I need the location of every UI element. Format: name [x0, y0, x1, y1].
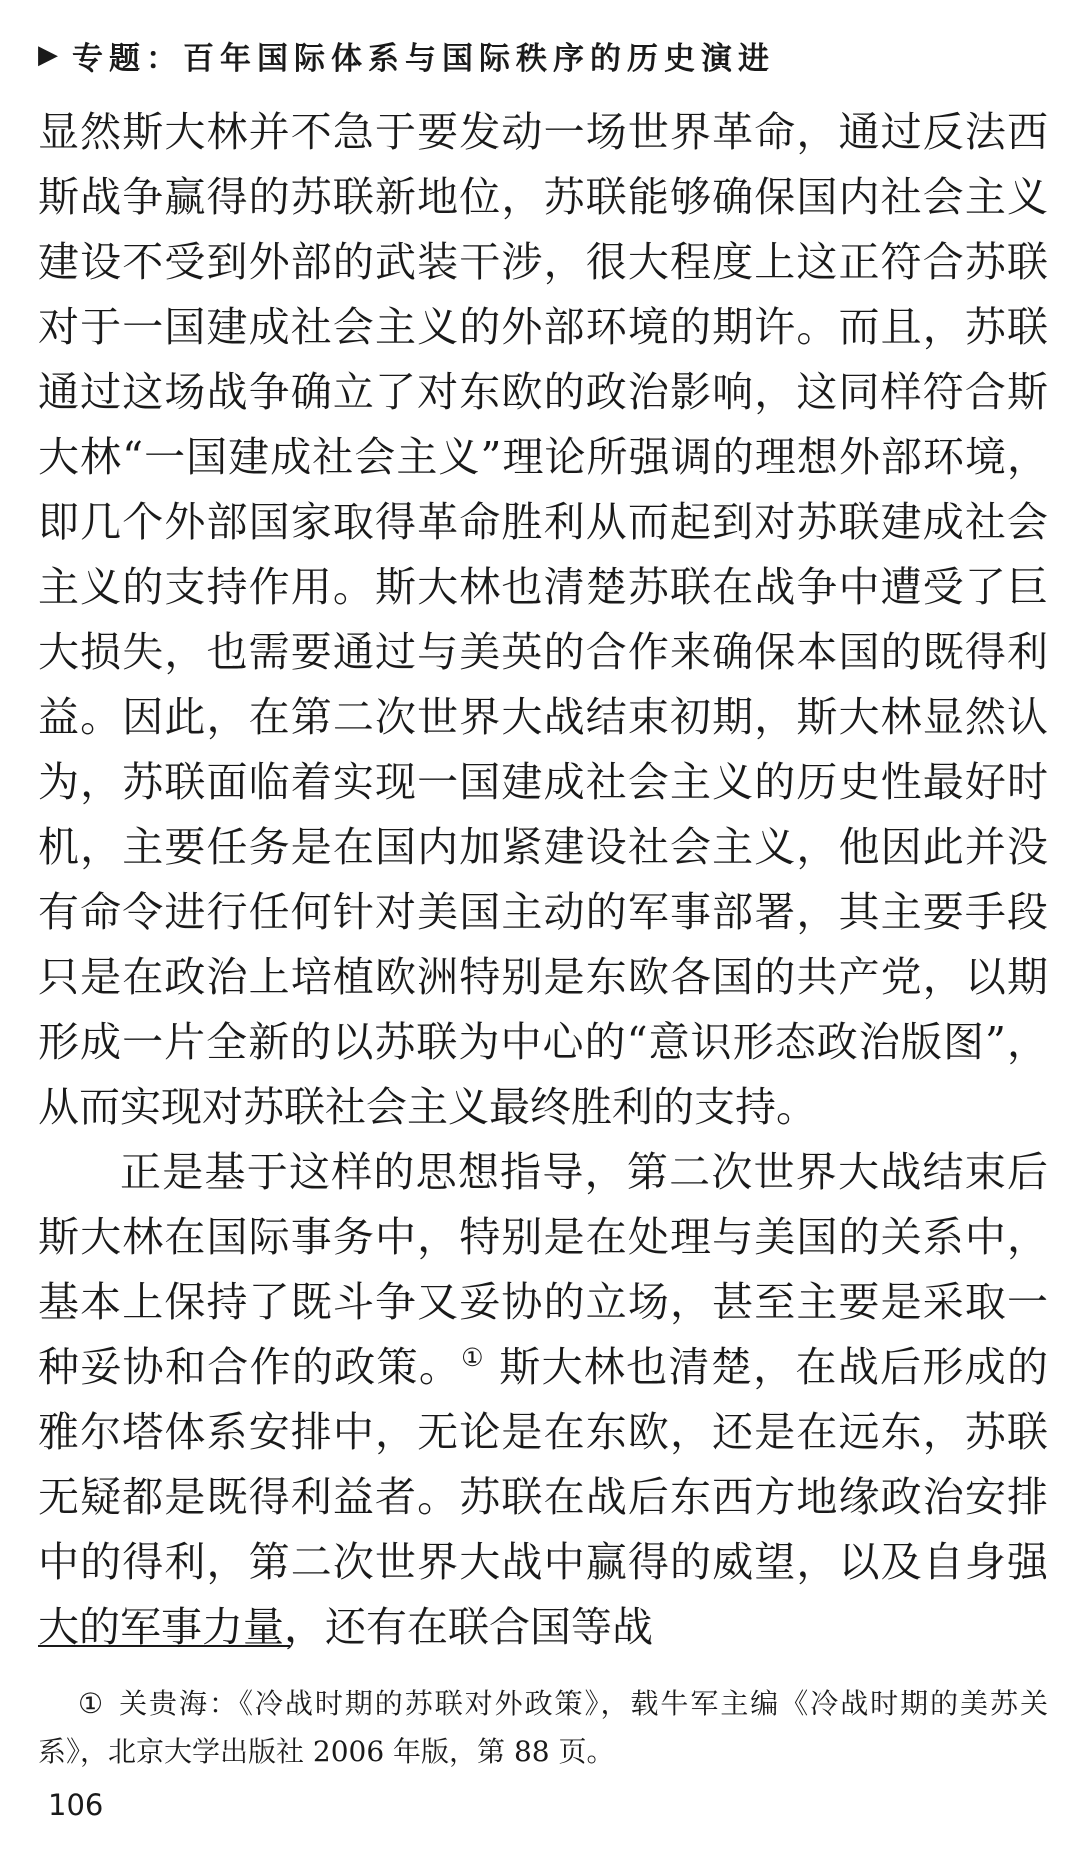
triangle-arrow-icon: ▶: [38, 40, 58, 70]
page-number: 106: [48, 1788, 104, 1822]
running-header-title: 专题：百年国际体系与国际秩序的历史演进: [72, 40, 775, 77]
footnote-reference[interactable]: ①: [461, 1343, 485, 1372]
paragraph-2-text-b: 斯大林也清楚，在战后形成的雅尔塔体系安排中，无论是在东欧，还是在远东，苏联无疑都是既得利益者。苏联在战后东西方地缘政治安排中的得利，第二次世界大战中赢得的威望，以及自身强大的军事力量，还有在联合国等战: [38, 1343, 1048, 1651]
paragraph-2: [38, 1140, 1048, 1660]
footnote: [38, 1680, 1048, 1776]
footnote-divider: [38, 1645, 290, 1647]
paragraph-2-text-a: 正是基于这样的思想指导，第二次世界大战结束后斯大林在国际事务中，特别是在处理与美国的关系中，基本上保持了既斗争又妥协的立场，甚至主要是采取一种妥协和合作的政策。: [38, 1148, 1048, 1391]
paragraph-1: 显然斯大林并不急于要发动一场世界革命，通过反法西斯战争赢得的苏联新地位，苏联能够确保国内社会主义建设不受到外部的武装干涉，很大程度上这正符合苏联对于一国建成社会主义的外部环境的期许。而且，苏联通过这场战争确立了对东欧的政治影响，这同样符合斯大林“一国建成社会主义”理论所强调的理想外部环境，即几个外部国家取得革命胜利从而起到对苏联建成社会主义的支持作用。斯大林也清楚苏联在战争中遭受了巨大损失，也需要通过与美英的合作来确保本国的既得利益。因此，在第二次世界大战结束初期，斯大林显然认为，苏联面临着实现一国建成社会主义的历史性最好时机，主要任务是在国内加紧建设社会主义，他因此并没有命令进行任何针对美国主动的军事部署，其主要手段只是在政治上培植欧洲特别是东欧各国的共产党，以期形成一片全新的以苏联为中心的“意识形态政治版图”，从而实现对苏联社会主义最终胜利的支持。: [38, 108, 1048, 1131]
footnote-text: 关贵海：《冷战时期的苏联对外政策》，载牛军主编《冷战时期的美苏关系》，北京大学出版社 2006 年版，第 88 页。: [38, 1687, 1048, 1768]
running-header: [38, 30, 775, 80]
body-text: [38, 100, 1048, 1660]
footnote-mark: ①: [78, 1687, 106, 1720]
